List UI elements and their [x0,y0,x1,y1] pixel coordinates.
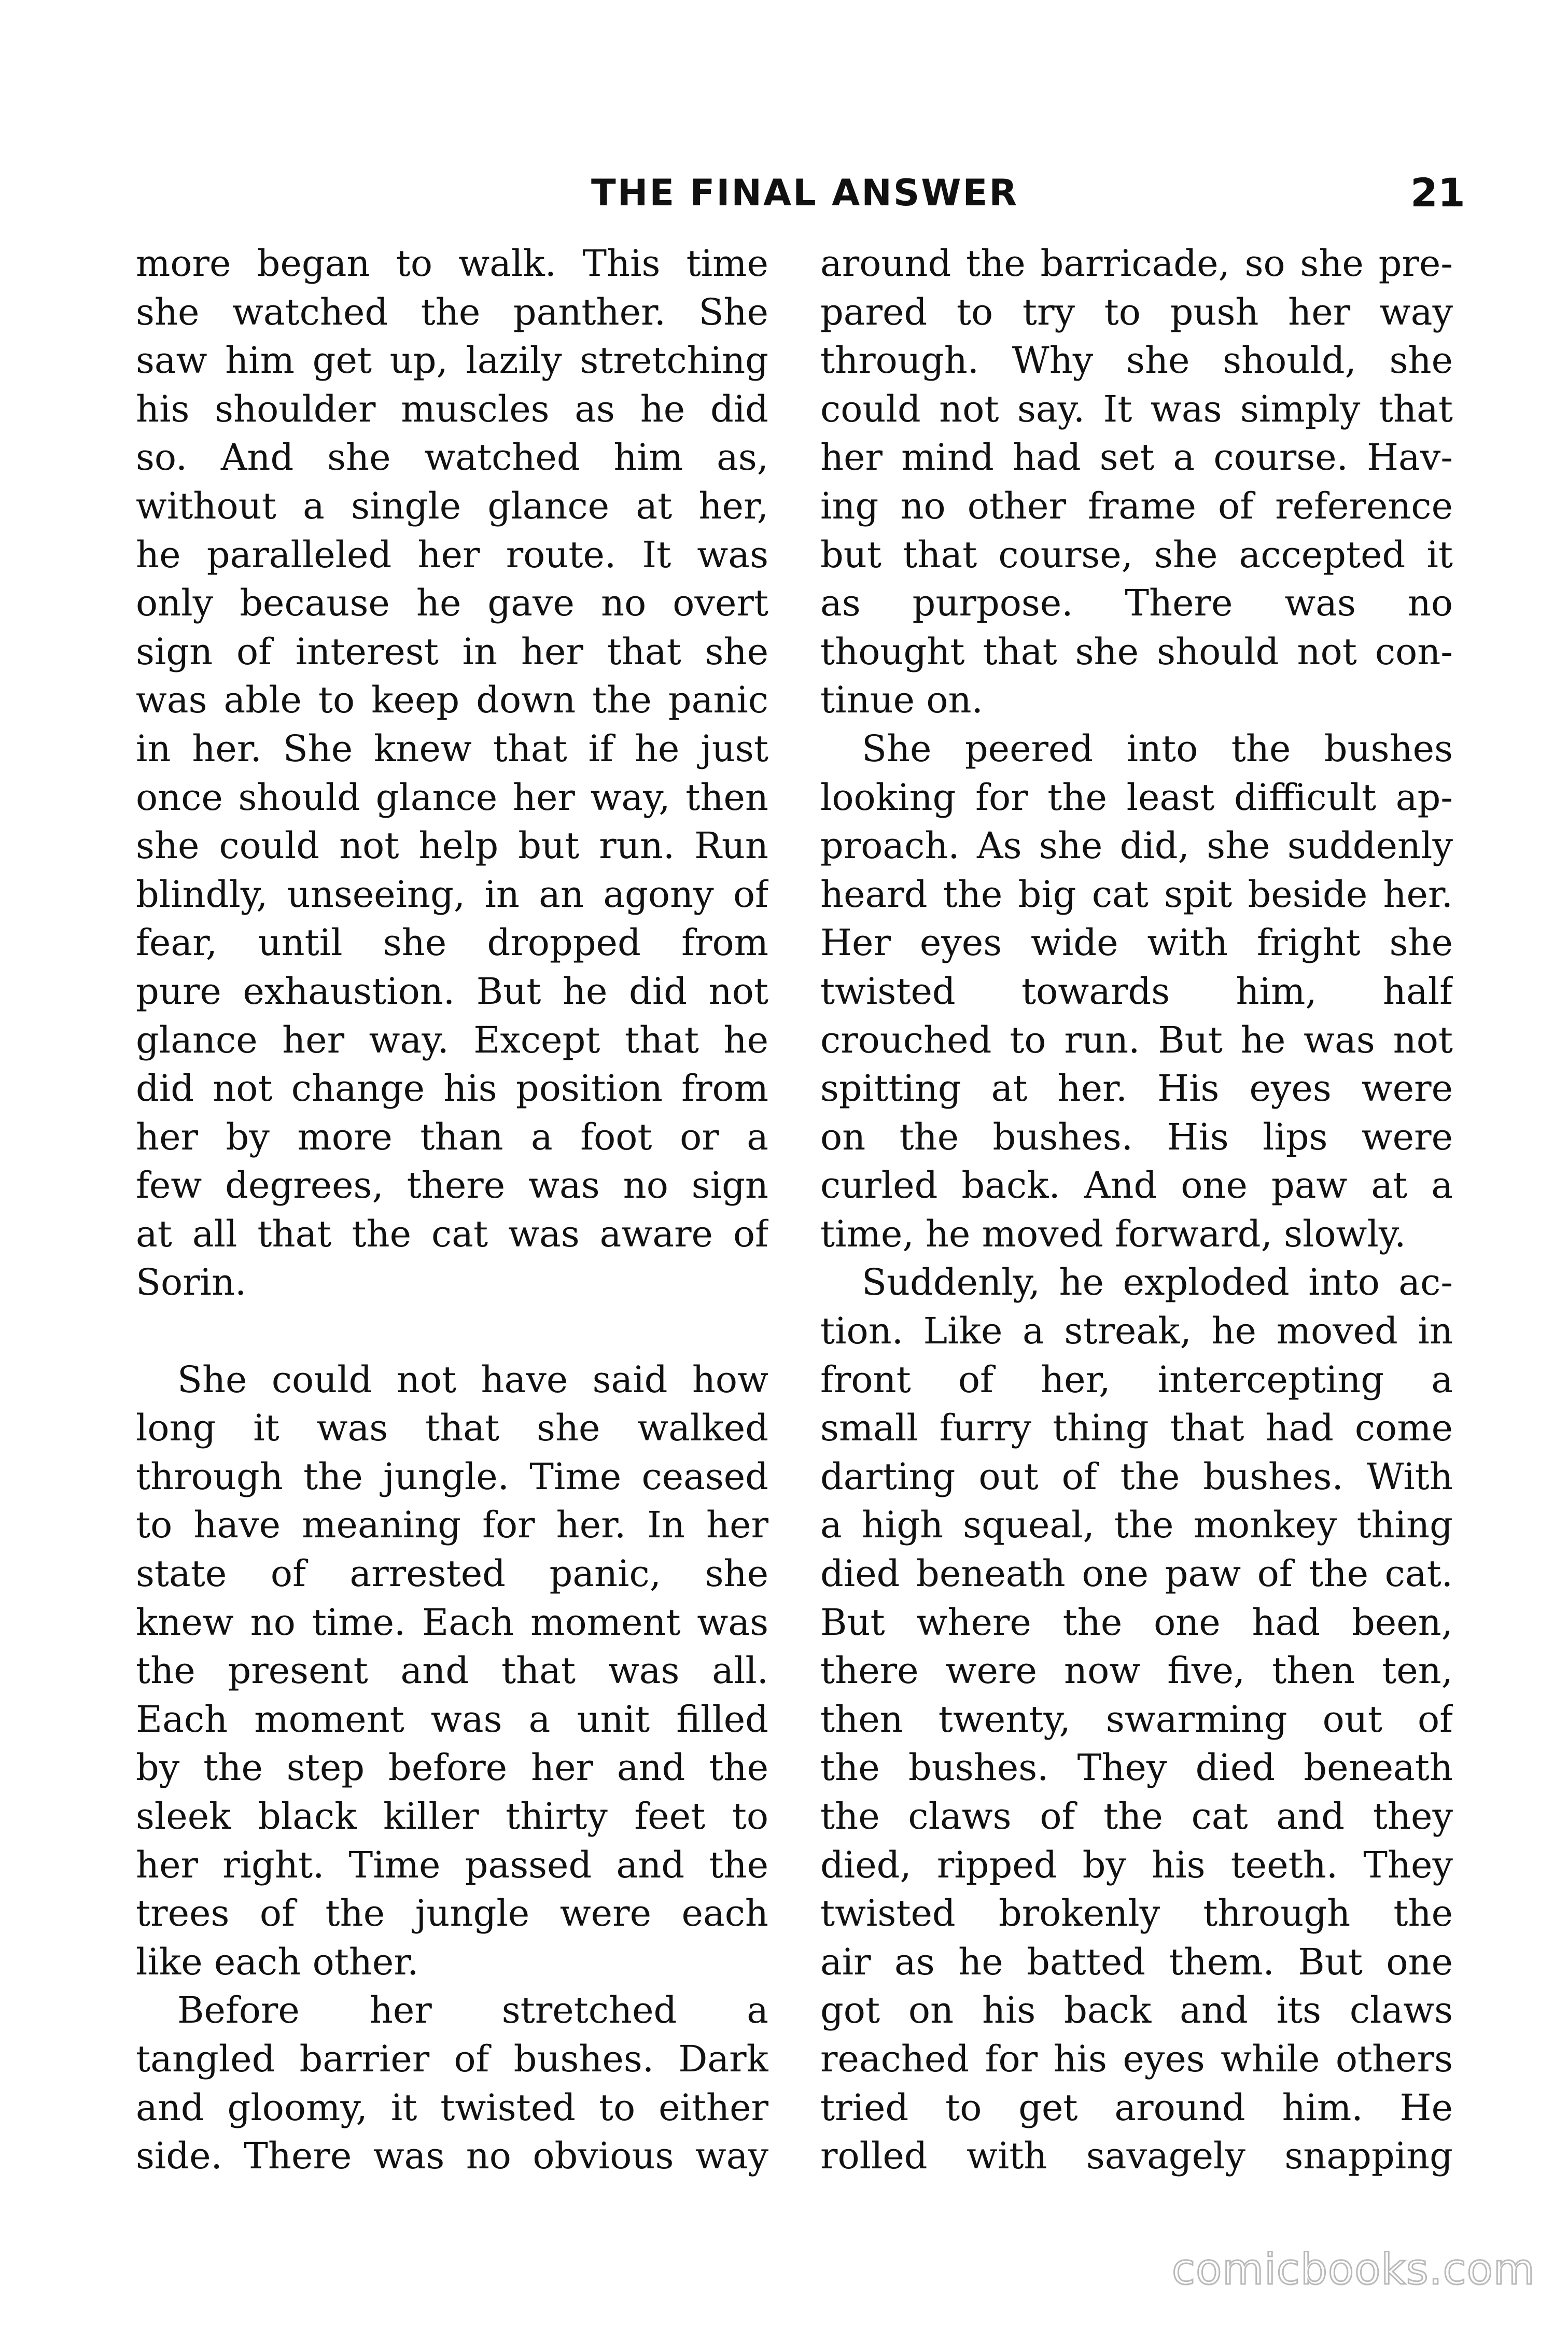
left-column-text-line: through the jungle. Time ceased [136,1455,768,1498]
watermark: comicbooks.com [1172,2245,1535,2294]
left-column-text-line: once should glance her way, then [136,776,768,819]
left-column-text-line: by the step before her and the [136,1746,768,1789]
right-text-column [820,240,1453,2181]
right-column-text-line: twisted towards him, half [820,970,1453,1013]
right-column-text-line: time, he moved forward, slowly. [820,1212,1406,1255]
left-column-text-line: more began to walk. This time [136,242,768,285]
left-column-text-line: tangled barrier of bushes. Dark [136,2037,768,2080]
right-column-text-line: crouched to run. But he was not [820,1018,1453,1061]
left-column-text-line: his shoulder muscles as he did [136,387,768,430]
right-column-text-line: on the bushes. His lips were [820,1115,1453,1158]
right-column-text-line: small furry thing that had come [820,1407,1453,1450]
right-column-text-line: around the barricade, so she pre- [820,242,1453,285]
left-column-text-line: and gloomy, it twisted to either [136,2086,768,2129]
right-column-text-line: Her eyes wide with fright she [820,921,1453,964]
right-column-text-line: thought that she should not con- [820,630,1453,673]
left-column-text-line: did not change his position from [136,1067,768,1110]
left-column-text-line: She could not have said how [177,1358,768,1401]
left-column-text-line: only because he gave no overt [136,582,768,625]
left-column-text-line: her right. Time passed and the [136,1843,768,1886]
left-column-text-line: she watched the panther. She [136,290,768,333]
left-column-text-line: without a single glance at her, [136,484,768,527]
left-column-text-line: sign of interest in her that she [136,630,768,673]
right-column-text-line: reached for his eyes while others [820,2037,1453,2080]
right-column-text-line: Suddenly, he exploded into ac- [862,1261,1453,1304]
left-column-text-line: glance her way. Except that he [136,1018,768,1061]
left-column-text-line: trees of the jungle were each [136,1892,768,1935]
right-column-text-line: ing no other frame of reference [820,484,1453,527]
right-column-text-line: proach. As she did, she suddenly [820,824,1453,867]
right-column-text-line: but that course, she accepted it [820,533,1453,576]
left-column-text-line: at all that the cat was aware of [136,1212,768,1255]
right-column-text-line: front of her, intercepting a [820,1358,1453,1401]
left-column-text-line: Sorin. [136,1261,247,1304]
right-column-text-line: spitting at her. His eyes were [820,1067,1453,1110]
left-column-text-line: sleek black killer thirty feet to [136,1795,768,1838]
right-column-text-line: then twenty, swarming out of [820,1698,1453,1741]
left-column-text-line: few degrees, there was no sign [136,1164,768,1207]
left-column-text-line: her by more than a foot or a [136,1115,768,1158]
right-column-text-line: as purpose. There was no [820,582,1453,625]
left-column-text-line: to have meaning for her. In her [136,1504,768,1547]
left-column-text-line: in her. She knew that if he just [136,727,768,770]
running-title: THE FINAL ANSWER [591,172,1019,214]
right-column-text-line: got on his back and its claws [820,1989,1453,2032]
left-column-text-line: was able to keep down the panic [136,679,768,722]
left-column-text-line: she could not help but run. Run [136,824,768,867]
left-column-text-line: long it was that she walked [136,1407,768,1450]
right-column-text-line: tion. Like a streak, he moved in [820,1310,1453,1353]
right-column-text-line: there were now five, then ten, [820,1649,1453,1692]
left-column-text-line: he paralleled her route. It was [136,533,768,576]
right-column-text-line: curled back. And one paw at a [820,1164,1453,1207]
left-column-text-line: state of arrested panic, she [136,1552,768,1595]
left-column-text-line: blindly, unseeing, in an agony of [136,873,768,916]
left-column-text-line: side. There was no obvious way [136,2135,768,2178]
right-column-text-line: looking for the least difficult ap- [820,776,1453,819]
right-column-text-line: tried to get around him. He [820,2086,1453,2129]
left-column-text-line: knew no time. Each moment was [136,1601,768,1644]
left-column-text-line: like each other. [136,1940,419,1983]
left-column-text-line: so. And she watched him as, [136,436,768,479]
right-column-text-line: She peered into the bushes [862,727,1453,770]
right-column-text-line: heard the big cat spit beside her. [820,873,1453,916]
right-column-text-line: But where the one had been, [820,1601,1453,1644]
right-column-text-line: tinue on. [820,679,983,722]
left-column-text-line: Each moment was a unit filled [136,1698,768,1741]
right-column-text-line: the claws of the cat and they [820,1795,1453,1838]
right-column-text-line: a high squeal, the monkey thing [820,1504,1453,1547]
left-column-text-line: Before her stretched a [177,1989,768,2032]
left-column-paragraph-gap [136,1307,768,1356]
running-head [0,162,1568,224]
right-column-text-line: darting out of the bushes. With [820,1455,1453,1498]
right-column-text-line: died, ripped by his teeth. They [820,1843,1453,1886]
page-number: 21 [1410,170,1465,216]
right-column-text-line: could not say. It was simply that [820,387,1453,430]
right-column-text-line: rolled with savagely snapping [820,2135,1453,2178]
right-column-text-line: air as he batted them. But one [820,1940,1453,1983]
right-column-text-line: died beneath one paw of the cat. [820,1552,1453,1595]
left-column-text-line: saw him get up, lazily stretching [136,339,768,382]
left-column-text-line: pure exhaustion. But he did not [136,970,768,1013]
left-column-text-line: fear, until she dropped from [136,921,768,964]
left-column-text-line: the present and that was all. [136,1649,768,1692]
right-column-text-line: pared to try to push her way [820,290,1453,333]
right-column-text-line: her mind had set a course. Hav- [820,436,1453,479]
right-column-text-line: the bushes. They died beneath [820,1746,1453,1789]
right-column-text-line: through. Why she should, she [820,339,1453,382]
left-text-column [136,240,768,2181]
right-column-text-line: twisted brokenly through the [820,1892,1453,1935]
